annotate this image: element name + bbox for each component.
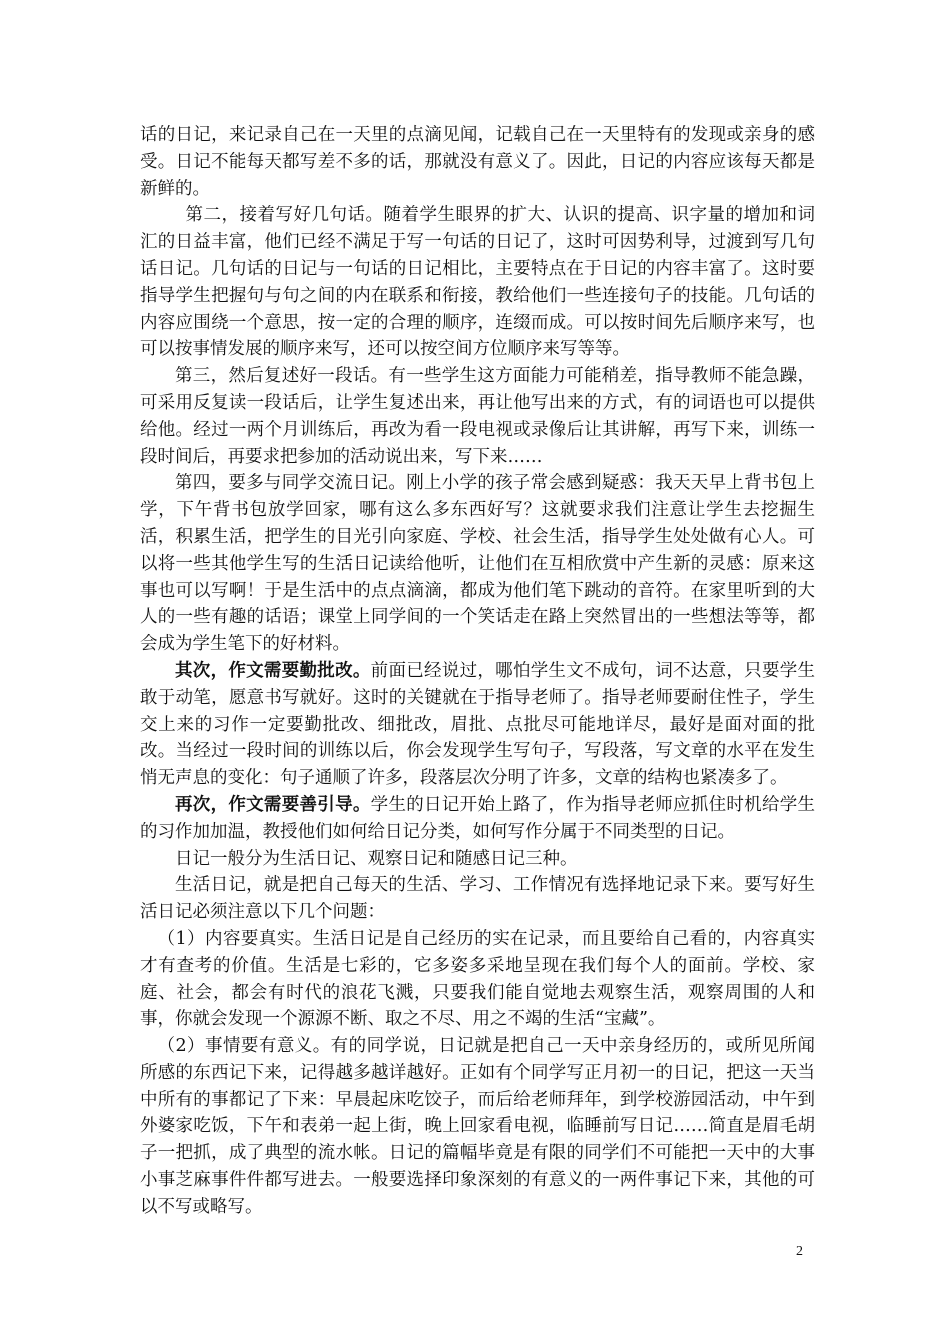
paragraph-revision xyxy=(140,658,815,792)
paragraph-diary-types: 日记一般分为生活日记、观察日记和随感日记三种。 xyxy=(175,848,578,869)
document-body xyxy=(140,122,815,1221)
paragraph-point-1: （1）内容要真实。生活日记是自己经历的实在记录，而且要给自己看的，内容真实才有查考的价值。生活是七彩的，它多姿多采地呈现在我们每个人的面前。学校、家庭、社会，都会有时代的浪花飞溅，只要我们能自觉地去观察生活，观察周围的人和事，你就会发现一个源源不断、取之不尽、用之不竭的生活“宝藏”。 xyxy=(140,928,815,1030)
paragraph-second-step: 第二，接着写好几句话。随着学生眼界的扩大、认识的提高、识字量的增加和词汇的日益丰富，他们已经不满足于写一句话的日记了，这时可因势利导，过渡到写几句话日记。几句话的日记与一句话的日记相比，主要特点在于日记的内容丰富了。这时要指导学生把握句与句之间的内在联系和衔接，教给他们一些连接句子的技能。几句话的内容应围绕一个意思，按一定的合理的顺序，连缀而成。可以按时间先后顺序来写，也可以按事情发展的顺序来写，还可以按空间方位顺序来写等等。 xyxy=(140,205,815,360)
paragraph-guidance xyxy=(140,792,815,846)
paragraph-guidance-text: 学生的日记开始上路了，作为指导老师应抓住时机给学生的习作加加温，教授他们如何给日记分类，如何写作分属于不同类型的日记。 xyxy=(140,794,816,842)
paragraph-life-diary: 生活日记，就是把自己每天的生活、学习、工作情况有选择地记录下来。要写好生活日记必须注意以下几个问题： xyxy=(140,875,815,923)
paragraph-point-2: （2）事情要有意义。有的同学说，日记就是把自己一天中亲身经历的，或所见所闻所感的东西记下来，记得越多越详越好。正如有个同学写正月初一的日记，把这一天当中所有的事都记了下来：早晨起床吃饺子，而后给老师拜年，到学校游园活动，中午到外婆家吃饭，下午和表弟一起上街，晚上回家看电视，临睡前写日记……简直是眉毛胡子一把抓，成了典型的流水帐。日记的篇幅毕竟是有限的同学们不可能把一天中的大事小事芝麻事件件都写进去。一般要选择印象深刻的有意义的一两件事记下来，其他的可以不写或略写。 xyxy=(140,1036,815,1217)
page-number: 2 xyxy=(796,1244,803,1259)
paragraph-revision-text: 前面已经说过，哪怕学生文不成句，词不达意，只要学生敢于动笔，愿意书写就好。这时的关键就在于指导老师了。指导老师要耐住性子，学生交上来的习作一定要勤批改、细批改，眉批、点批尽可能地详尽，最好是面对面的批改。当经过一段时间的训练以后，你会发现学生写句子，写段落，写文章的水平在发生悄无声息的变化：句子通顺了许多，段落层次分明了许多，文章的结构也紧凑多了。 xyxy=(140,660,816,789)
paragraph-continuation: 话的日记，来记录自己在一天里的点滴见闻，记载自己在一天里特有的发现或亲身的感受。日记不能每天都写差不多的话，那就没有意义了。因此，日记的内容应该每天都是新鲜的。 xyxy=(140,125,815,199)
paragraph-revision-heading: 其次，作文需要勤批改。 xyxy=(175,660,371,681)
paragraph-fourth-step: 第四，要多与同学交流日记。刚上小学的孩子常会感到疑惑：我天天早上背书包上学，下午背书包放学回家，哪有这么多东西好写？这就要求我们注意让学生去挖掘生活，积累生活，把学生的目光引向家庭、学校、社会生活，指导学生处处做有心人。可以将一些其他学生写的生活日记读给他听，让他们在互相欣赏中产生新的灵感：原来这事也可以写啊！于是生活中的点点滴滴，都成为他们笔下跳动的音符。在家里听到的大人的一些有趣的话语；课堂上同学间的一个笑话走在路上突然冒出的一些想法等等，都会成为学生笔下的好材料。 xyxy=(140,473,815,655)
paragraph-guidance-heading: 再次，作文需要善引导。 xyxy=(175,794,371,815)
paragraph-third-step: 第三，然后复述好一段话。有一些学生这方面能力可能稍差，指导教师不能急躁，可采用反复读一段话后，让学生复述出来，再让他写出来的方式，有的词语也可以提供给他。经过一两个月训练后，再改为看一段电视或录像后让其讲解，再写下来，训练一段时间后，再要求把参加的活动说出来，写下来…… xyxy=(140,366,815,467)
